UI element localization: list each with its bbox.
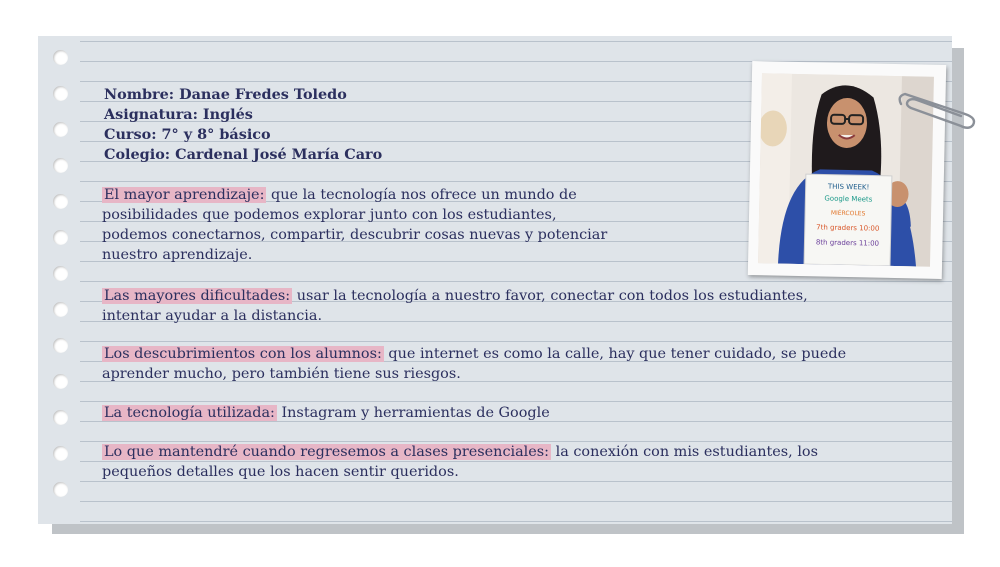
punch-hole (53, 338, 68, 353)
profile-course: Curso: 7° y 8° básico (104, 126, 271, 143)
section-text: la conexión con mis estudiantes, los (551, 444, 818, 460)
section-label: El mayor aprendizaje: (104, 187, 265, 203)
section-difficulties (102, 286, 808, 326)
section-text: podemos conectarnos, compartir, descubrir cosas nuevas y potenciar (102, 227, 608, 243)
punch-hole (53, 230, 68, 245)
section-text: nuestro aprendizaje. (102, 247, 253, 263)
punch-hole (53, 86, 68, 101)
paper-clip-icon (895, 90, 981, 130)
section-text: aprender mucho, pero también tiene sus riesgos. (102, 366, 461, 382)
sign-line: THIS WEEK! (827, 182, 870, 192)
section-text: pequeños detalles que los hacen sentir queridos. (102, 464, 459, 480)
section-text: que la tecnología nos ofrece un mundo de (266, 187, 577, 203)
profile-name: Nombre: Danae Fredes Toledo (104, 86, 347, 103)
punch-hole (53, 266, 68, 281)
section-keep (102, 442, 818, 482)
section-text: posibilidades que podemos explorar junto con los estudiantes, (102, 207, 557, 223)
sign-line: 7th graders 10:00 (816, 223, 880, 233)
section-text: Instagram y herramientas de Google (276, 405, 550, 421)
punch-hole (53, 158, 68, 173)
profile-school: Colegio: Cardenal José María Caro (104, 146, 383, 163)
section-text: intentar ayudar a la distancia. (102, 308, 323, 324)
punch-hole (53, 410, 68, 425)
section-text: usar la tecnología a nuestro favor, conectar con todos los estudiantes, (292, 288, 808, 304)
section-discoveries (102, 344, 846, 384)
punch-hole (53, 122, 68, 137)
profile-subject: Asignatura: Inglés (104, 106, 253, 123)
section-technology (102, 403, 550, 423)
punch-hole (53, 374, 68, 389)
section-label: Lo que mantendré cuando regresemos a clases presenciales: (104, 444, 550, 460)
sign-line: Google Meets (824, 194, 873, 204)
punch-hole (53, 446, 68, 461)
profile-block (104, 85, 382, 165)
section-label: La tecnología utilizada: (104, 405, 275, 421)
section-text: que internet es como la calle, hay que tener cuidado, se puede (383, 346, 847, 362)
section-label: Los descubrimientos con los alumnos: (104, 346, 382, 362)
sign-line: MIÉRCOLES (830, 209, 866, 218)
section-learning (102, 185, 607, 265)
punch-hole (53, 482, 68, 497)
punch-hole (53, 194, 68, 209)
punch-hole (53, 50, 68, 65)
punch-hole (53, 302, 68, 317)
section-label: Las mayores dificultades: (104, 288, 291, 304)
sign-line: 8th graders 11:00 (815, 238, 880, 248)
